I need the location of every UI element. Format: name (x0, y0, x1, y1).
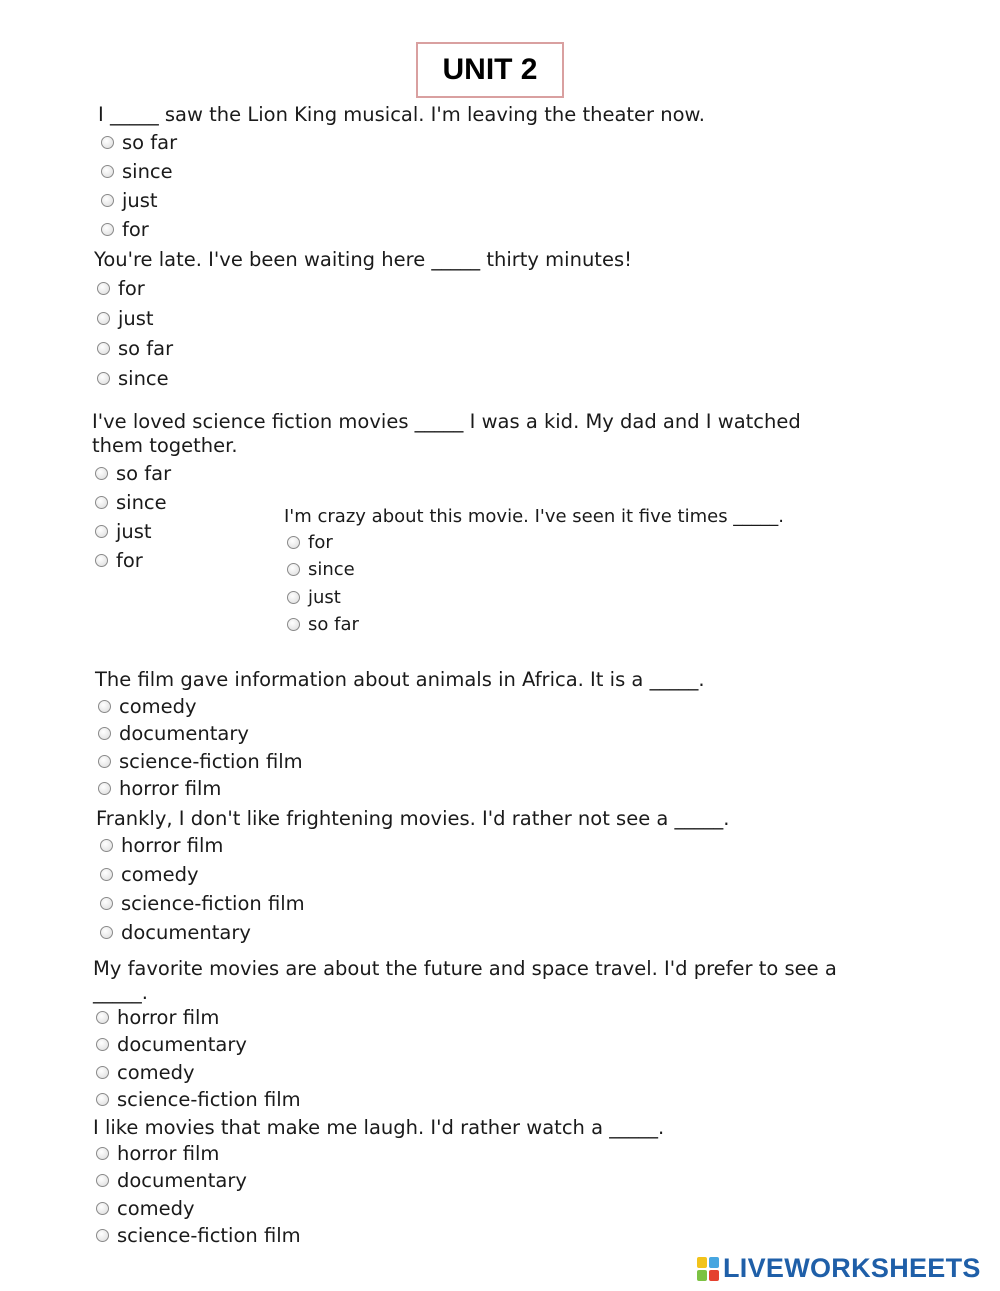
option-label: science-fiction film (121, 892, 305, 915)
option-label: since (122, 160, 173, 183)
option[interactable] (96, 1140, 301, 1167)
option-label: comedy (121, 863, 199, 886)
radio-button-icon[interactable] (101, 223, 114, 236)
question-7-options (96, 1004, 301, 1113)
option[interactable] (97, 333, 173, 363)
option[interactable] (287, 529, 359, 556)
radio-button-icon[interactable] (97, 372, 110, 385)
radio-button-icon[interactable] (96, 1202, 109, 1215)
radio-button-icon[interactable] (95, 496, 108, 509)
radio-button-icon[interactable] (287, 591, 300, 604)
radio-button-icon[interactable] (287, 536, 300, 549)
radio-button-icon[interactable] (96, 1066, 109, 1079)
radio-button-icon[interactable] (96, 1229, 109, 1242)
question-4-options (287, 529, 359, 638)
option[interactable] (98, 775, 303, 802)
option[interactable] (101, 186, 177, 215)
radio-button-icon[interactable] (96, 1174, 109, 1187)
option[interactable] (97, 363, 173, 393)
option[interactable] (96, 1086, 301, 1113)
radio-button-icon[interactable] (97, 312, 110, 325)
option-label: documentary (117, 1169, 247, 1193)
option-label: comedy (117, 1060, 195, 1084)
radio-button-icon[interactable] (96, 1038, 109, 1051)
option-label: since (308, 559, 355, 581)
radio-button-icon[interactable] (95, 554, 108, 567)
radio-button-icon[interactable] (98, 755, 111, 768)
option-label: horror film (117, 1006, 220, 1030)
option-label: documentary (117, 1033, 247, 1057)
option[interactable] (96, 1059, 301, 1086)
radio-button-icon[interactable] (97, 282, 110, 295)
option[interactable] (287, 584, 359, 611)
option-label: horror film (119, 777, 222, 801)
option[interactable] (96, 1222, 301, 1249)
option[interactable] (96, 1004, 301, 1031)
radio-button-icon[interactable] (96, 1011, 109, 1024)
option-label: documentary (119, 722, 249, 746)
option[interactable] (101, 157, 177, 186)
option[interactable] (101, 215, 177, 244)
question-8-options (96, 1140, 301, 1249)
option[interactable] (98, 748, 303, 775)
question-1-options (101, 128, 177, 244)
option[interactable] (98, 720, 303, 747)
option[interactable] (96, 1167, 301, 1194)
question-2-options (97, 273, 173, 393)
option-label: for (118, 276, 145, 300)
radio-button-icon[interactable] (100, 926, 113, 939)
option[interactable] (97, 303, 173, 333)
option[interactable] (95, 459, 171, 488)
radio-button-icon[interactable] (101, 194, 114, 207)
option[interactable] (96, 1031, 301, 1058)
question-5-text: The film gave information about animals in Africa. It is a _____. (95, 668, 705, 691)
option[interactable] (287, 556, 359, 583)
question-4-text: I'm crazy about this movie. I've seen it five times _____. (284, 506, 785, 527)
option-label: so far (308, 614, 359, 636)
option[interactable] (95, 488, 171, 517)
radio-button-icon[interactable] (95, 525, 108, 538)
option-label: comedy (117, 1196, 195, 1220)
option-label: documentary (121, 921, 251, 944)
question-7-text: My favorite movies are about the future and space travel. I'd prefer to see a _____. (93, 957, 837, 1004)
option[interactable] (100, 918, 305, 947)
option-label: since (118, 366, 169, 390)
radio-button-icon[interactable] (101, 136, 114, 149)
option-label: just (116, 520, 152, 543)
option-label: just (118, 306, 154, 330)
radio-button-icon[interactable] (100, 839, 113, 852)
option-label: for (116, 549, 143, 572)
logo-square (697, 1270, 707, 1281)
option[interactable] (101, 128, 177, 157)
option-label: so far (116, 462, 172, 485)
option-label: for (308, 532, 333, 554)
radio-button-icon[interactable] (98, 700, 111, 713)
option[interactable] (100, 889, 305, 918)
option-label: just (308, 586, 341, 608)
logo-square (697, 1257, 707, 1268)
radio-button-icon[interactable] (101, 165, 114, 178)
option-label: science-fiction film (117, 1224, 301, 1248)
option-label: since (116, 491, 167, 514)
option[interactable] (96, 1195, 301, 1222)
option[interactable] (100, 831, 305, 860)
option[interactable] (100, 860, 305, 889)
question-5-options (98, 693, 303, 802)
option-label: so far (118, 336, 174, 360)
option-label: so far (122, 131, 178, 154)
option-label: for (122, 218, 149, 241)
radio-button-icon[interactable] (100, 868, 113, 881)
radio-button-icon[interactable] (96, 1147, 109, 1160)
question-6-text: Frankly, I don't like frightening movies. I'd rather not see a _____. (96, 807, 730, 830)
radio-button-icon[interactable] (100, 897, 113, 910)
question-3-text: I've loved science fiction movies _____ I was a kid. My dad and I watched them together. (92, 410, 801, 457)
radio-button-icon[interactable] (98, 782, 111, 795)
option[interactable] (95, 546, 171, 575)
brand-name: LIVEWORKSHEETS (723, 1253, 981, 1283)
option-label: just (122, 189, 158, 212)
question-1-text: I _____ saw the Lion King musical. I'm leaving the theater now. (98, 103, 705, 126)
question-6-options (100, 831, 305, 947)
radio-button-icon[interactable] (96, 1093, 109, 1106)
option[interactable] (98, 693, 303, 720)
option-label: comedy (119, 695, 197, 719)
logo-square (709, 1257, 719, 1268)
option-label: science-fiction film (119, 749, 303, 773)
radio-button-icon[interactable] (95, 467, 108, 480)
page-title: UNIT 2 (416, 42, 564, 98)
option-label: horror film (117, 1142, 220, 1166)
question-2-text: You're late. I've been waiting here _____ thirty minutes! (94, 248, 632, 271)
logo-square (709, 1270, 719, 1281)
liveworksheets-logo (697, 1253, 981, 1284)
option-label: horror film (121, 834, 224, 857)
logo-squares-icon (697, 1257, 719, 1281)
radio-button-icon[interactable] (287, 618, 300, 631)
option[interactable] (95, 517, 171, 546)
option-label: science-fiction film (117, 1088, 301, 1112)
option[interactable] (287, 611, 359, 638)
question-3-options (95, 459, 171, 575)
question-8-text: I like movies that make me laugh. I'd rather watch a _____. (93, 1116, 665, 1139)
radio-button-icon[interactable] (98, 727, 111, 740)
radio-button-icon[interactable] (97, 342, 110, 355)
option[interactable] (97, 273, 173, 303)
radio-button-icon[interactable] (287, 563, 300, 576)
